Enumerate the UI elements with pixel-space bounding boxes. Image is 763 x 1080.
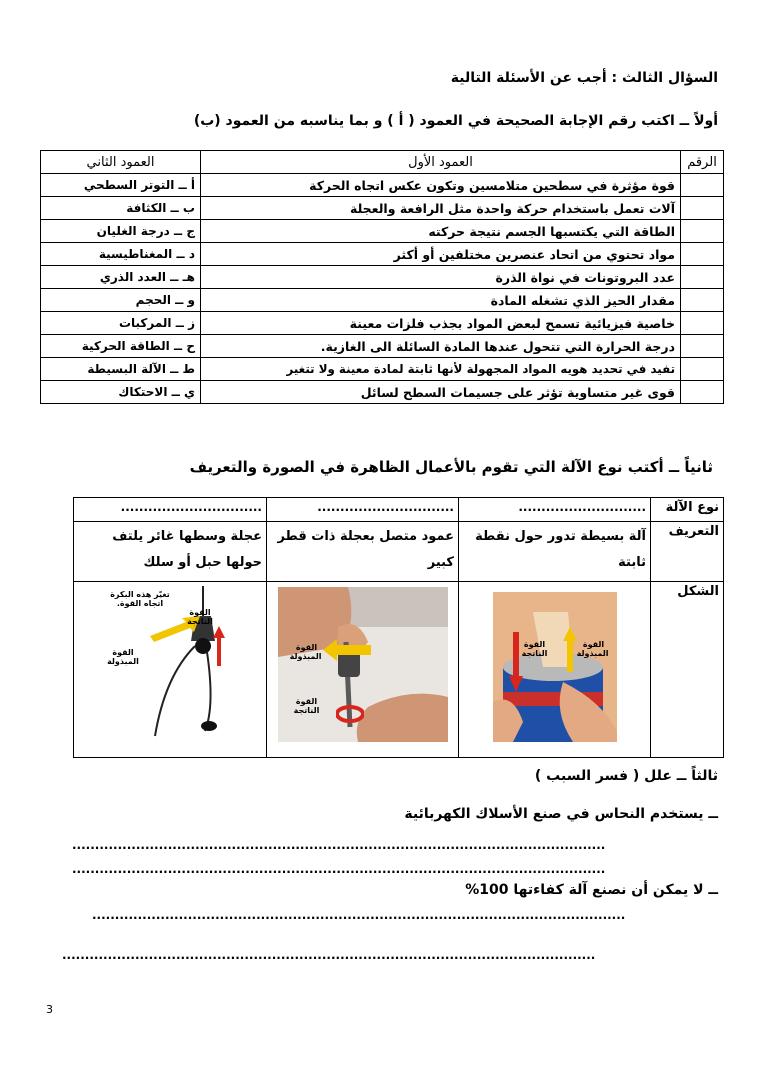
pulley-note-label: تغيّر هذه البكرة اتجاه القوة. [110,590,170,608]
column-a-cell: آلات تعمل باستخدام حركة واحدة مثل الرافعة والعجلة [201,197,681,220]
part3-title: ثالثاً ــ علل ( فسر السبب ) [534,768,718,784]
column-b-cell: هـ ــ العدد الذري [41,266,201,289]
column-b-cell: أ ــ التوتر السطحي [41,174,201,197]
machine-type-row [74,498,724,522]
figure-row [74,582,724,758]
column-a-cell: الطاقة التي يكتسبها الجسم نتيجة حركته [201,220,681,243]
column-b-cell: د ــ المغناطيسية [41,243,201,266]
column-a-cell: مواد تحتوي من اتحاد عنصرين مختلفين أو أكثر [201,243,681,266]
table-row [41,312,724,335]
column-a-cell: قوة مؤثرة في سطحين متلامسين وتكون عكس اتجاه الحركة [201,174,681,197]
answer-cell[interactable] [681,358,724,381]
pulley-figure [74,582,267,758]
lever-applied-label: القوة المبذولة [576,640,609,658]
header-column-b: العمود الثاني [41,151,201,174]
yellow-arrow-icon [563,627,577,672]
part1-instruction: أولاً ــ اكتب رقم الإجابة الصحيحة في العمود ( أ ) و بما يناسبه من العمود (ب) [193,113,718,129]
definition-lever: آلة بسيطة تدور حول نقطة ثابتة [459,522,651,582]
definition-wheel-axle: عمود متصل بعجلة ذات قطر كبير [267,522,459,582]
part3-question-1: ــ يستخدم النحاس في صنع الأسلاك الكهربائية [404,806,718,822]
header-number: الرقم [681,151,724,174]
row-label-definition: التعريف [651,522,724,582]
answer-line-2[interactable]: ..................................................................................................................... [72,862,606,876]
part3-question-2: ــ لا يمكن أن نصنع آلة كفاءتها 100% [465,882,718,898]
table-row [41,197,724,220]
definition-row [74,522,724,582]
column-a-cell: تفيد في تحديد هويه المواد المجهولة لأنها ثابتة لمادة معينة ولا تتغير [201,358,681,381]
row-label-type: نوع الآلة [651,498,724,522]
column-b-cell: ج ــ درجة الغليان [41,220,201,243]
answer-line-3[interactable]: ..................................................................................................................... [92,908,626,922]
table-row [41,220,724,243]
red-arrow-icon [336,705,364,723]
wheel-result-label: القوة الناتجة [293,697,320,715]
part2-instruction: ثانياً ــ أكتب نوع الآلة التي تقوم بالأعمال الظاهرة في الصورة والتعريف [189,458,713,476]
lever-result-label: القوة الناتجة [521,640,548,658]
answer-cell[interactable] [681,289,724,312]
row-label-figure: الشكل [651,582,724,758]
column-b-cell: و ــ الحجم [41,289,201,312]
machines-table [73,497,724,758]
header-column-a: العمود الأول [201,151,681,174]
answer-line-1[interactable]: ..................................................................................................................... [72,838,606,852]
machine-type-blank-2[interactable]: .............................. [267,498,459,522]
answer-cell[interactable] [681,381,724,404]
table-row [41,174,724,197]
column-b-cell: ز ــ المركبات [41,312,201,335]
column-b-cell: ب ــ الكثافة [41,197,201,220]
column-b-cell: ي ــ الاحتكاك [41,381,201,404]
answer-cell[interactable] [681,335,724,358]
yellow-arrow-icon [323,639,371,661]
wheel-applied-label: القوة المبذولة [289,643,322,661]
table-row [41,266,724,289]
answer-cell[interactable] [681,174,724,197]
machine-type-blank-1[interactable]: ............................ [459,498,651,522]
wheel-axle-figure [267,582,459,758]
answer-line-4[interactable]: ..................................................................................................................... [62,948,596,962]
table-row [41,381,724,404]
matching-table [40,150,724,404]
column-a-cell: خاصية فيزيائية تسمح لبعض المواد بجذب فلزات معينة [201,312,681,335]
answer-cell[interactable] [681,220,724,243]
column-a-cell: درجة الحرارة التي تتحول عندها المادة السائلة الى الغازية. [201,335,681,358]
column-a-cell: قوى غير متساوية تؤثر على جسيمات السطح لسائل [201,381,681,404]
pulley-image [95,586,245,746]
column-b-cell: ط ــ الآلة البسيطة [41,358,201,381]
machine-type-blank-3[interactable]: ............................... [74,498,267,522]
table-row [41,289,724,312]
column-b-cell: ح ــ الطاقة الحركية [41,335,201,358]
table-row [41,358,724,381]
table-row [41,335,724,358]
pulley-result-label: القوة الناتجة [187,608,213,626]
red-arrow-icon [213,626,225,666]
answer-cell[interactable] [681,312,724,335]
lever-figure [459,582,651,758]
page-number: 3 [46,1003,53,1016]
table-row [41,243,724,266]
column-a-cell: مقدار الحيز الذي تشغله المادة [201,289,681,312]
answer-cell[interactable] [681,197,724,220]
question-title: السؤال الثالث : أجب عن الأسئلة التالية [450,70,718,86]
answer-cell[interactable] [681,266,724,289]
matching-header-row [41,151,724,174]
column-a-cell: عدد البروتونات في نواة الذرة [201,266,681,289]
pulley-applied-label: القوة المبذولة [107,648,139,666]
definition-pulley: عجلة وسطها غائر يلتف حولها حبل أو سلك [74,522,267,582]
answer-cell[interactable] [681,243,724,266]
